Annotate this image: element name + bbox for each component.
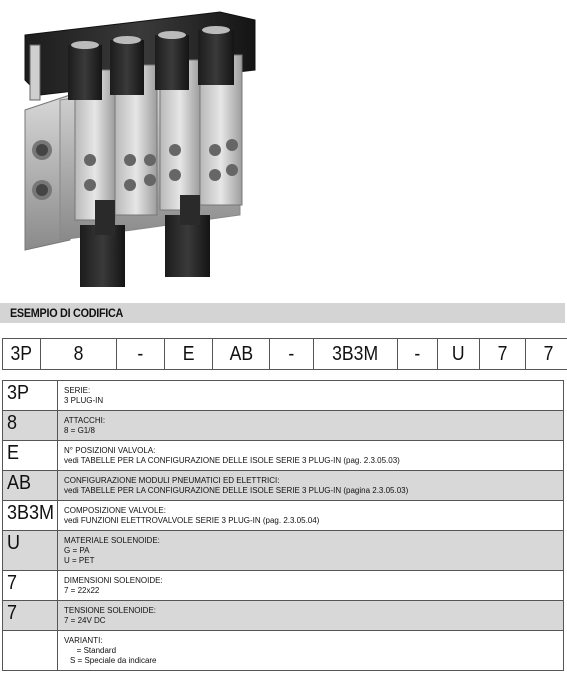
- code-legend-table: [2, 380, 564, 671]
- legend-description: [58, 631, 564, 671]
- code-segment: E: [165, 339, 213, 370]
- legend-value: vedi TABELLE PER LA CONFIGURAZIONE DELLE ISOLE SERIE 3 PLUG-IN (pagina 2.3.05.03): [64, 486, 409, 495]
- legend-label: N° POSIZIONI VALVOLA:: [64, 446, 156, 455]
- legend-description: [58, 381, 564, 411]
- legend-value: G = PA: [64, 546, 90, 555]
- legend-value: 8 = G1/8: [64, 426, 95, 435]
- legend-row: [3, 471, 564, 501]
- legend-code: 3P: [3, 381, 58, 411]
- legend-row: [3, 411, 564, 441]
- code-separator: -: [270, 339, 314, 370]
- legend-label: DIMENSIONI SOLENOIDE:: [64, 576, 163, 585]
- legend-label: MATERIALE SOLENOIDE:: [64, 536, 160, 545]
- legend-label: ATTACCHI:: [64, 416, 106, 425]
- legend-value: 7 = 24V DC: [64, 616, 106, 625]
- legend-value: vedi TABELLE PER LA CONFIGURAZIONE DELLE ISOLE SERIE 3 PLUG-IN (pag. 2.3.05.03): [64, 456, 400, 465]
- code-segment: 3P: [3, 339, 41, 370]
- legend-row: [3, 531, 564, 571]
- legend-description: [58, 501, 564, 531]
- code-segment: 8: [41, 339, 117, 370]
- legend-value: 3 PLUG-IN: [64, 396, 104, 405]
- section-title: ESEMPIO DI CODIFICA: [10, 306, 124, 320]
- legend-description: [58, 531, 564, 571]
- legend-label: SERIE:: [64, 386, 91, 395]
- legend-row: [3, 571, 564, 601]
- legend-label: TENSIONE SOLENOIDE:: [64, 606, 157, 615]
- legend-description: [58, 441, 564, 471]
- legend-code: E: [3, 441, 58, 471]
- legend-description: [58, 471, 564, 501]
- code-segment: 7: [480, 339, 526, 370]
- legend-value: vedi FUNZIONI ELETTROVALVOLE SERIE 3 PLUG-IN (pag. 2.3.05.04): [64, 516, 320, 525]
- legend-row: [3, 501, 564, 531]
- legend-label: VARIANTI:: [64, 636, 103, 645]
- code-segment: 7: [526, 339, 567, 370]
- code-separator: -: [117, 339, 165, 370]
- legend-row: [3, 601, 564, 631]
- ordering-code-strip: [2, 338, 567, 370]
- code-segment: 3B3M: [314, 339, 398, 370]
- legend-description: [58, 411, 564, 441]
- legend-value: U = PET: [64, 556, 95, 565]
- legend-description: [58, 601, 564, 631]
- valve-island-photo: [0, 0, 567, 300]
- section-header: [0, 303, 565, 323]
- code-separator: -: [398, 339, 438, 370]
- code-segment: AB: [213, 339, 270, 370]
- legend-value: 7 = 22x22: [64, 586, 100, 595]
- legend-code: AB: [3, 471, 58, 501]
- code-segment: U: [438, 339, 480, 370]
- legend-label: COMPOSIZIONE VALVOLE:: [64, 506, 166, 515]
- legend-label: CONFIGURAZIONE MODULI PNEUMATICI ED ELETTRICI:: [64, 476, 280, 485]
- legend-value: = Standard: [70, 646, 117, 655]
- legend-row: [3, 381, 564, 411]
- legend-row: [3, 631, 564, 671]
- legend-code: U: [3, 531, 58, 571]
- legend-row: [3, 441, 564, 471]
- legend-value: S = Speciale da indicare: [70, 656, 157, 665]
- legend-code: [3, 631, 58, 671]
- legend-code: 8: [3, 411, 58, 441]
- legend-code: 7: [3, 601, 58, 631]
- legend-description: [58, 571, 564, 601]
- legend-code: 7: [3, 571, 58, 601]
- legend-code: 3B3M: [3, 501, 58, 531]
